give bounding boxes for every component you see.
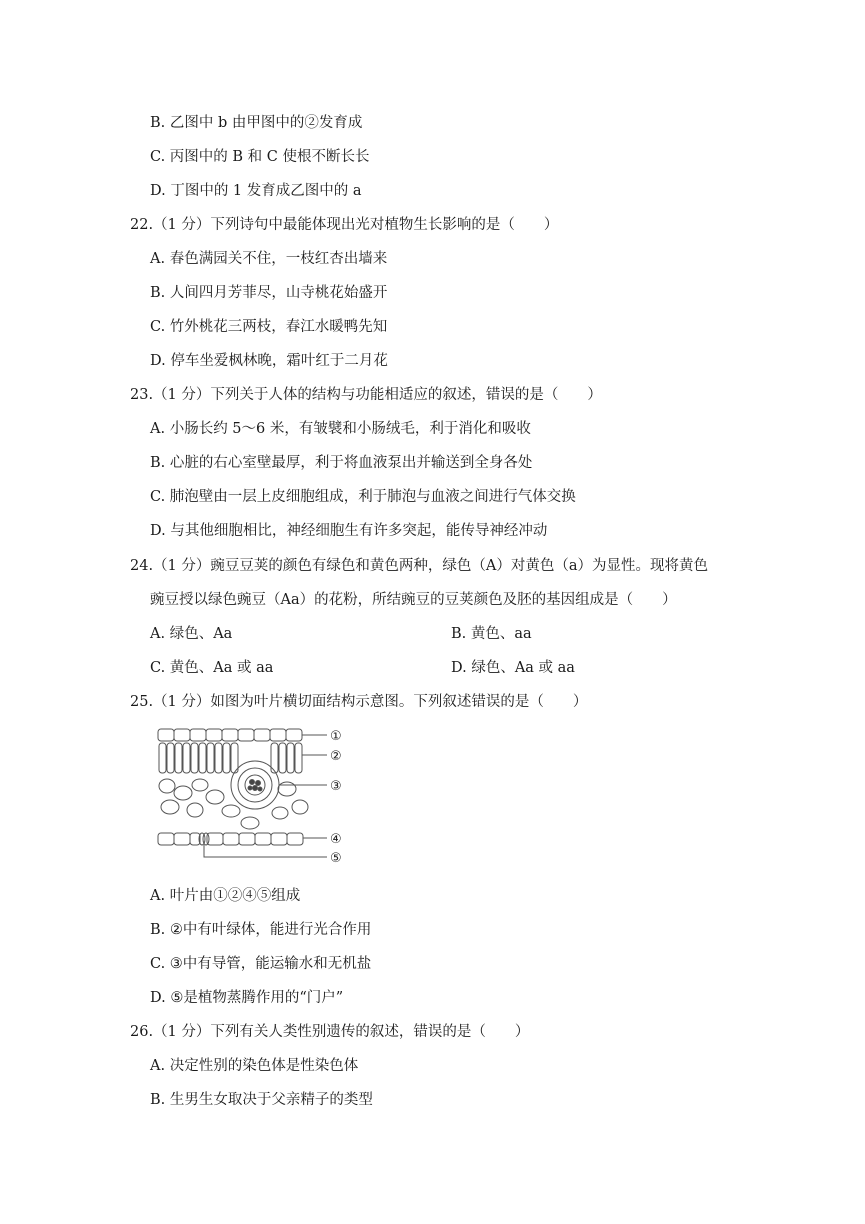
upper-epidermis (158, 729, 302, 741)
spongy-layer (159, 779, 308, 829)
q24-option-b: B. 黄色、aa (451, 626, 532, 642)
q22-option-c: C. 竹外桃花三两枝，春江水暖鸭先知 (150, 319, 388, 335)
q24-stem-line1: 24.（1 分）豌豆豆荚的颜色有绿色和黄色两种，绿色（A）对黄色（a）为显性。现将黄色 (130, 558, 709, 574)
q23-option-c: C. 肺泡壁由一层上皮细胞组成，利于肺泡与血液之间进行气体交换 (150, 489, 576, 505)
label-3: ③ (330, 779, 342, 794)
q21-option-d: D. 丁图中的 1 发育成乙图中的 a (150, 183, 362, 199)
q23-stem: 23.（1 分）下列关于人体的结构与功能相适应的叙述，错误的是（ ） (130, 387, 602, 403)
q22-option-a: A. 春色满园关不住，一枝红杏出墙来 (150, 251, 388, 267)
q23-option-b: B. 心脏的右心室壁最厚，利于将血液泵出并输送到全身各处 (150, 455, 533, 471)
q25-stem: 25.（1 分）如图为叶片横切面结构示意图。下列叙述错误的是（ ） (130, 694, 588, 710)
label-1: ① (330, 729, 342, 744)
palisade-layer (159, 743, 302, 773)
q25-option-b: B. ②中有叶绿体，能进行光合作用 (150, 922, 372, 938)
q24-option-c: C. 黄色、Aa 或 aa (150, 660, 274, 676)
q22-option-d: D. 停车坐爱枫林晚，霜叶红于二月花 (150, 353, 388, 369)
q24-option-d: D. 绿色、Aa 或 aa (451, 660, 575, 676)
vein-bundle (231, 761, 279, 809)
q21-option-b: B. 乙图中 b 由甲图中的②发育成 (150, 115, 363, 131)
q26-option-a: A. 决定性别的染色体是性染色体 (150, 1058, 359, 1074)
label-5: ⑤ (330, 851, 342, 866)
q23-option-a: A. 小肠长约 5～6 米，有皱襞和小肠绒毛，利于消化和吸收 (150, 421, 531, 437)
q22-stem: 22.（1 分）下列诗句中最能体现出光对植物生长影响的是（ ） (130, 217, 559, 233)
q23-option-d: D. 与其他细胞相比，神经细胞生有许多突起，能传导神经冲动 (150, 523, 548, 539)
q25-option-c: C. ③中有导管，能运输水和无机盐 (150, 956, 372, 972)
label-2: ② (330, 749, 342, 764)
q26-option-b: B. 生男生女取决于父亲精子的类型 (150, 1092, 373, 1108)
lower-epidermis (158, 833, 303, 845)
leaf-cross-section-diagram (155, 723, 355, 868)
q21-option-c: C. 丙图中的 B 和 C 使根不断长长 (150, 149, 370, 165)
label-4: ④ (330, 832, 342, 847)
q22-option-b: B. 人间四月芳菲尽，山寺桃花始盛开 (150, 285, 388, 301)
q25-option-d: D. ⑤是植物蒸腾作用的“门户” (150, 990, 344, 1006)
q25-option-a: A. 叶片由①②④⑤组成 (150, 888, 301, 904)
q24-option-a: A. 绿色、Aa (150, 626, 233, 642)
q26-stem: 26.（1 分）下列有关人类性别遗传的叙述，错误的是（ ） (130, 1024, 530, 1040)
q24-stem-line2: 豌豆授以绿色豌豆（Aa）的花粉，所结豌豆的豆荚颜色及胚的基因组成是（ ） (150, 592, 677, 608)
